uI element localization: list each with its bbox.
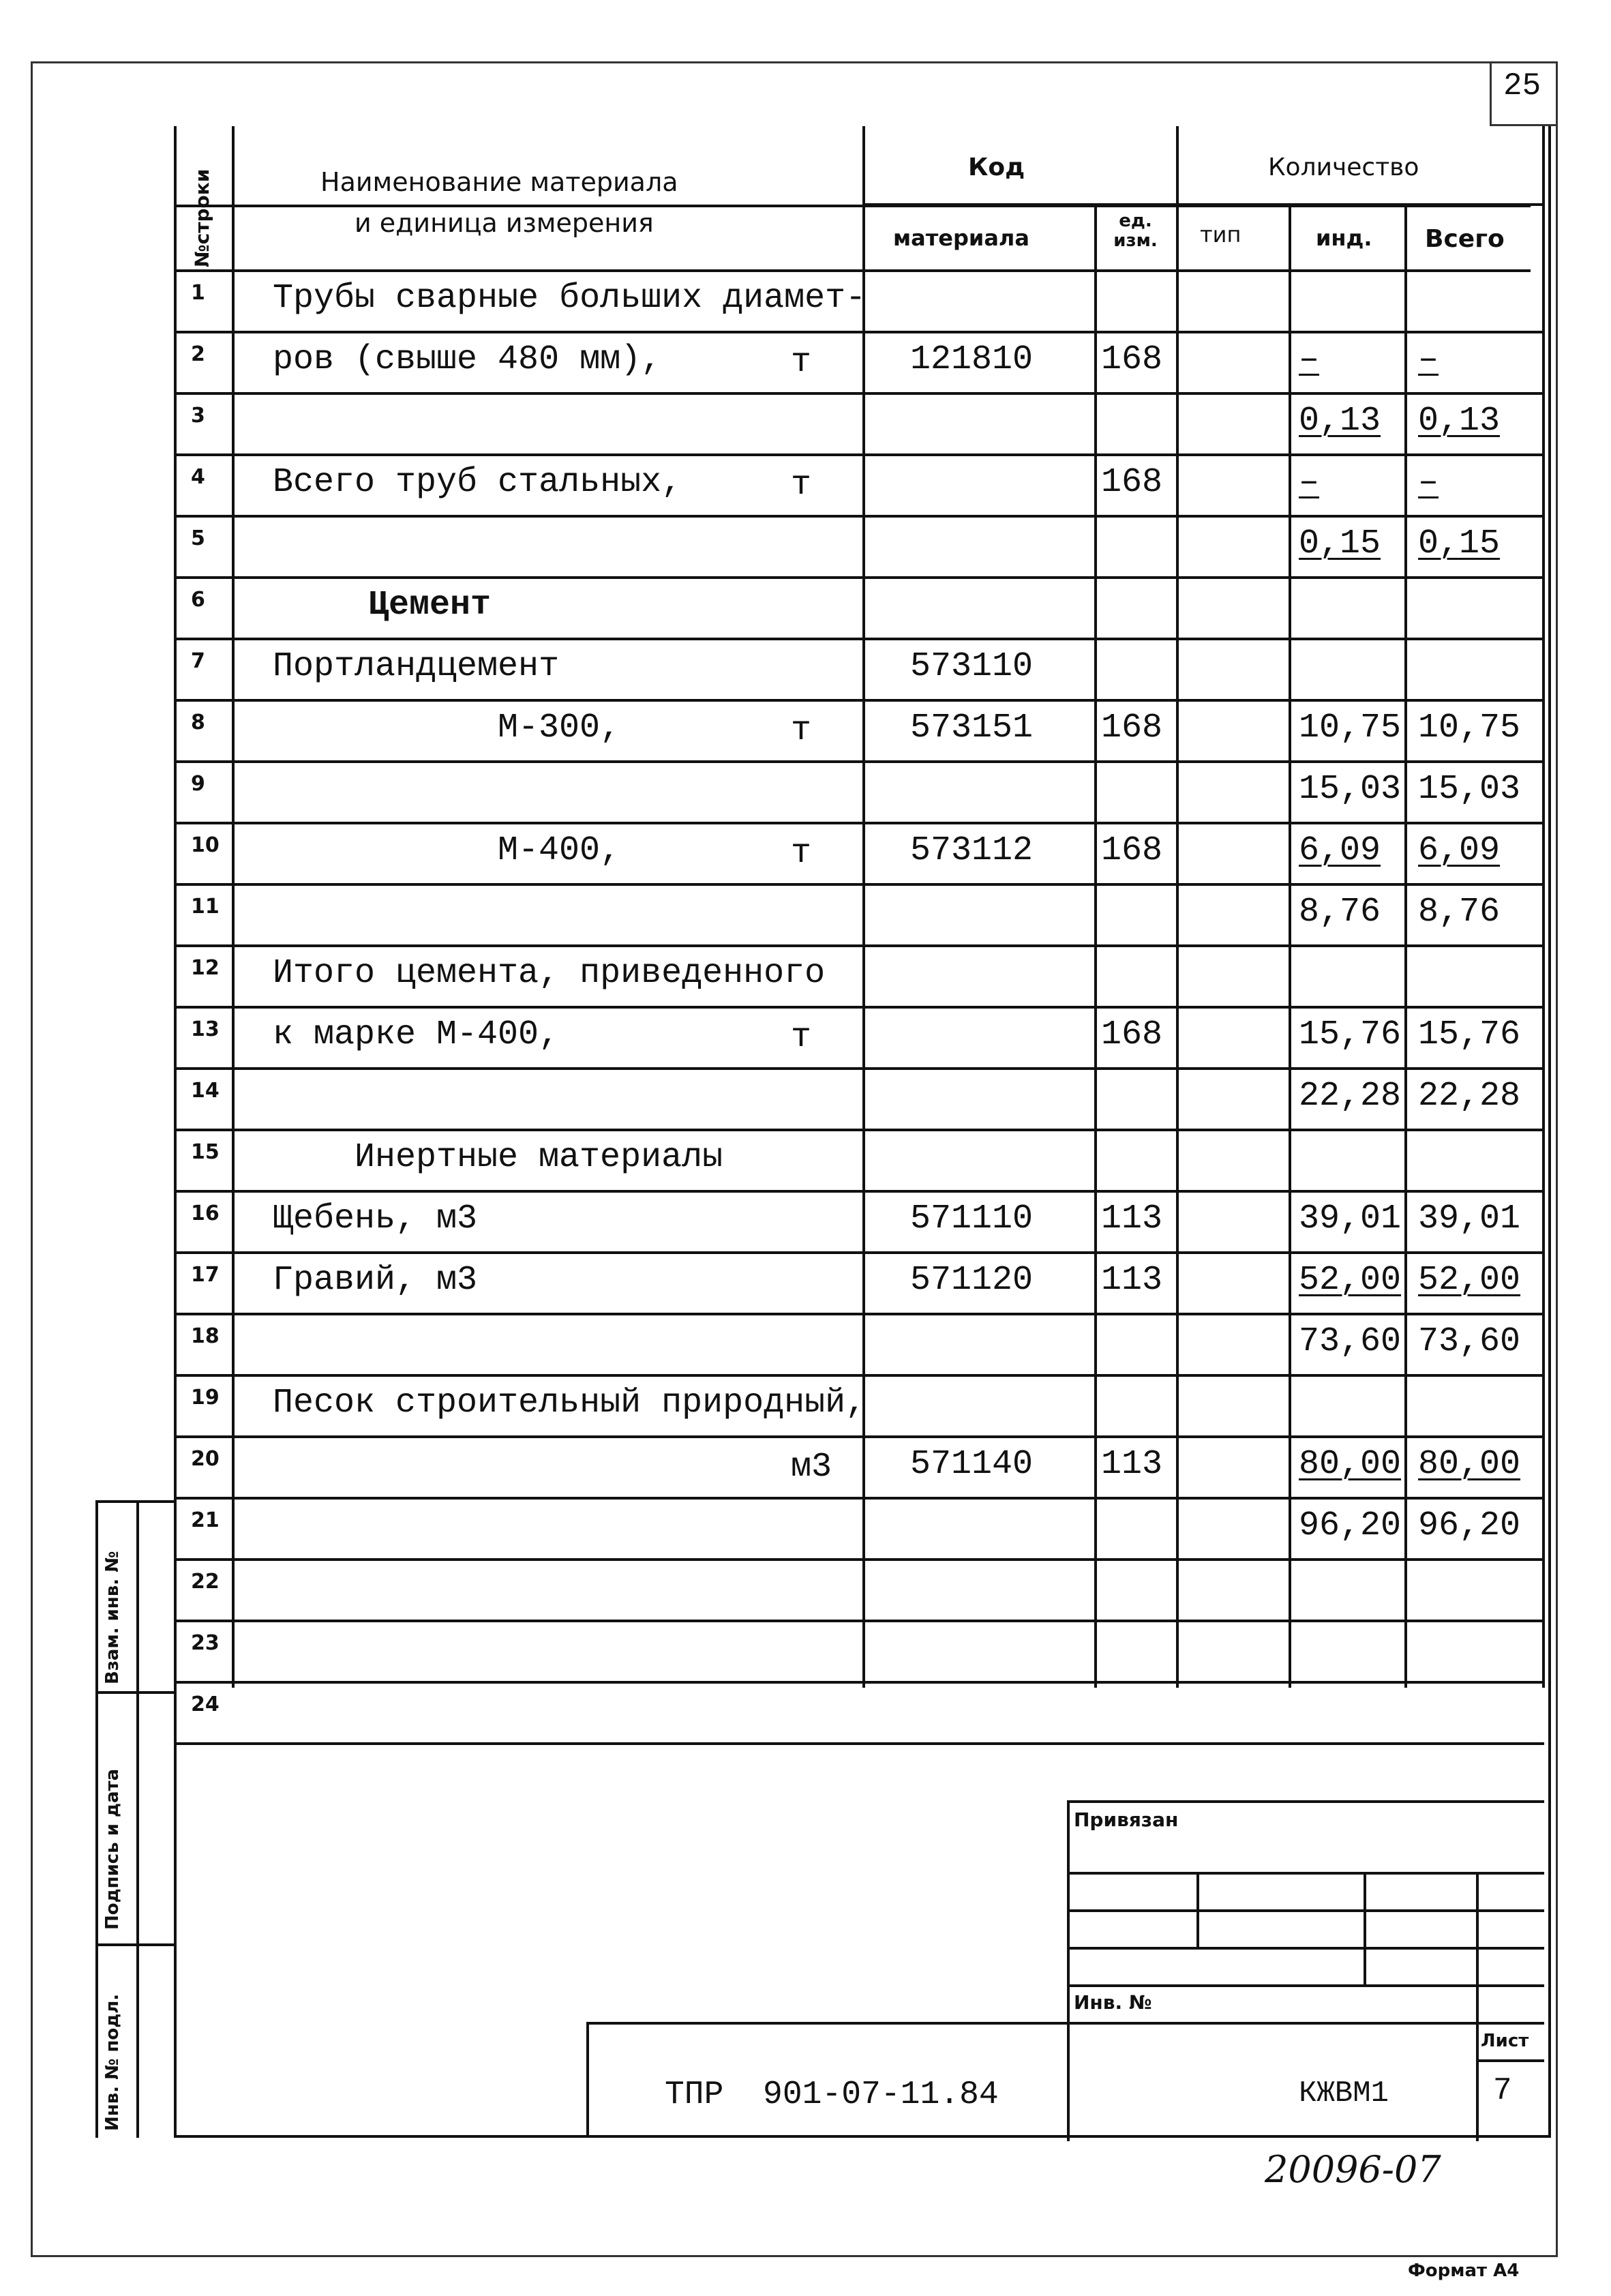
quantity-total: 0,13 (1418, 402, 1501, 441)
row-number: 4 (191, 465, 205, 489)
material-code: 121810 (910, 340, 1034, 379)
quantity-individual: 15,03 (1299, 770, 1402, 809)
page-number: 25 (1503, 68, 1541, 104)
row-number: 12 (191, 956, 220, 980)
stamp-mark: КЖВМ1 (1299, 2076, 1389, 2111)
format-label: Формат А4 (1408, 2261, 1520, 2281)
row-number: 8 (191, 711, 205, 734)
quantity-total: – (1418, 340, 1439, 379)
quantity-individual: 0,13 (1299, 402, 1381, 441)
quantity-individual: 6,09 (1299, 831, 1381, 870)
row-number: 22 (191, 1570, 220, 1594)
material-code: 573110 (910, 647, 1034, 686)
side-label-sign-date: Подпись и дата (102, 1768, 123, 1930)
material-name: М-300, (498, 709, 621, 747)
material-code: 573151 (910, 709, 1034, 747)
quantity-total: 39,01 (1418, 1199, 1521, 1238)
row-number: 1 (191, 281, 205, 305)
row-number: 15 (191, 1140, 220, 1164)
material-name: Песок строительный природный, (273, 1384, 867, 1422)
header-code-material: материала (893, 225, 1029, 251)
header-qty-total: Всего (1425, 225, 1505, 253)
unit-code: 168 (1101, 709, 1163, 747)
side-label-inv-podl: Инв. № подл. (102, 1993, 123, 2131)
stamp-privyazan: Привязан (1074, 1808, 1179, 1831)
handwritten-number: 20096-07 (1265, 2148, 1441, 2191)
stamp-inv-no: Инв. № (1074, 1991, 1152, 2014)
unit-code: 113 (1101, 1199, 1163, 1238)
header-name-line1: Наименование материала (320, 167, 678, 197)
quantity-individual: – (1299, 340, 1320, 379)
header-qty-type: тип (1200, 222, 1241, 248)
row-number: 14 (191, 1079, 220, 1103)
quantity-individual: 73,60 (1299, 1322, 1402, 1361)
quantity-total: 0,15 (1418, 524, 1501, 563)
material-name: к марке М-400, (273, 1015, 560, 1054)
row-number: 6 (191, 588, 205, 612)
material-code: 573112 (910, 831, 1034, 870)
quantity-individual: 22,28 (1299, 1077, 1402, 1116)
quantity-individual: 10,75 (1299, 709, 1402, 747)
material-name: Итого цемента, приведенного (273, 954, 826, 993)
row-number: 5 (191, 526, 205, 550)
row-number: 19 (191, 1386, 220, 1410)
table-row (174, 1681, 1544, 1742)
material-code: 571140 (910, 1445, 1034, 1484)
material-name: М-400, (498, 831, 621, 870)
quantity-individual: 96,20 (1299, 1506, 1402, 1545)
unit-code: 113 (1101, 1445, 1163, 1484)
quantity-total: – (1418, 463, 1439, 502)
row-number: 18 (191, 1324, 220, 1348)
quantity-total: 15,76 (1418, 1015, 1521, 1054)
material-code: 571110 (910, 1199, 1034, 1238)
row-number: 9 (191, 772, 205, 796)
quantity-individual: 8,76 (1299, 893, 1381, 931)
header-code-unit: ед. изм. (1113, 211, 1158, 251)
quantity-total: 96,20 (1418, 1506, 1521, 1545)
stamp-document-code: ТПР 901-07-11.84 (665, 2076, 999, 2113)
material-unit-word: т (791, 1018, 812, 1057)
quantity-individual: – (1299, 463, 1320, 502)
quantity-total: 73,60 (1418, 1322, 1521, 1361)
quantity-total: 10,75 (1418, 709, 1521, 747)
unit-code: 168 (1101, 463, 1163, 502)
table-row (174, 1620, 1544, 1681)
row-number: 24 (191, 1693, 220, 1716)
material-name: Инертные материалы (355, 1138, 723, 1177)
material-unit-word: т (791, 834, 812, 873)
row-number-header: №строки (191, 168, 213, 267)
unit-code: 113 (1101, 1261, 1163, 1300)
unit-code: 168 (1101, 831, 1163, 870)
row-number: 20 (191, 1447, 220, 1471)
quantity-individual: 15,76 (1299, 1015, 1402, 1054)
quantity-individual: 80,00 (1299, 1445, 1402, 1484)
material-code: 571120 (910, 1261, 1034, 1300)
quantity-individual: 0,15 (1299, 524, 1381, 563)
row-number: 10 (191, 833, 220, 857)
row-number: 11 (191, 895, 220, 919)
header-code: Код (968, 153, 1025, 181)
unit-code: 168 (1101, 340, 1163, 379)
material-name: Всего труб стальных, (273, 463, 682, 502)
quantity-total: 22,28 (1418, 1077, 1521, 1116)
quantity-individual: 39,01 (1299, 1199, 1402, 1238)
material-unit-word: т (791, 711, 812, 750)
material-name: ров (свыше 480 мм), (273, 340, 662, 379)
quantity-total: 52,00 (1418, 1261, 1521, 1300)
quantity-total: 15,03 (1418, 770, 1521, 809)
table-row (174, 1558, 1544, 1620)
quantity-individual: 52,00 (1299, 1261, 1402, 1300)
header-name-line2: и единица измерения (355, 208, 654, 238)
row-number: 21 (191, 1508, 220, 1532)
material-name: Трубы сварные больших диамет- (273, 279, 867, 318)
row-number: 23 (191, 1631, 220, 1655)
material-name: Гравий, м3 (273, 1261, 478, 1300)
row-number: 13 (191, 1017, 220, 1041)
stamp-sheet-number: 7 (1493, 2073, 1512, 2108)
quantity-total: 8,76 (1418, 893, 1501, 931)
row-number: 17 (191, 1263, 220, 1287)
row-number: 7 (191, 649, 205, 673)
row-number: 3 (191, 404, 205, 428)
material-name: Щебень, м3 (273, 1199, 478, 1238)
material-unit-word: т (791, 466, 812, 505)
header-qty-ind: инд. (1316, 225, 1372, 251)
row-number: 16 (191, 1202, 220, 1225)
material-unit-word: т (791, 343, 812, 382)
material-unit-word: м3 (791, 1448, 832, 1487)
side-label-inv-zam: Взам. инв. № (102, 1551, 123, 1684)
unit-code: 168 (1101, 1015, 1163, 1054)
material-name: Портландцемент (273, 647, 560, 686)
header-quantity: Количество (1268, 153, 1419, 181)
row-number: 2 (191, 342, 205, 366)
quantity-total: 6,09 (1418, 831, 1501, 870)
stamp-sheet-label: Лист (1481, 2031, 1529, 2051)
material-name: Цемент (368, 586, 492, 625)
quantity-total: 80,00 (1418, 1445, 1521, 1484)
